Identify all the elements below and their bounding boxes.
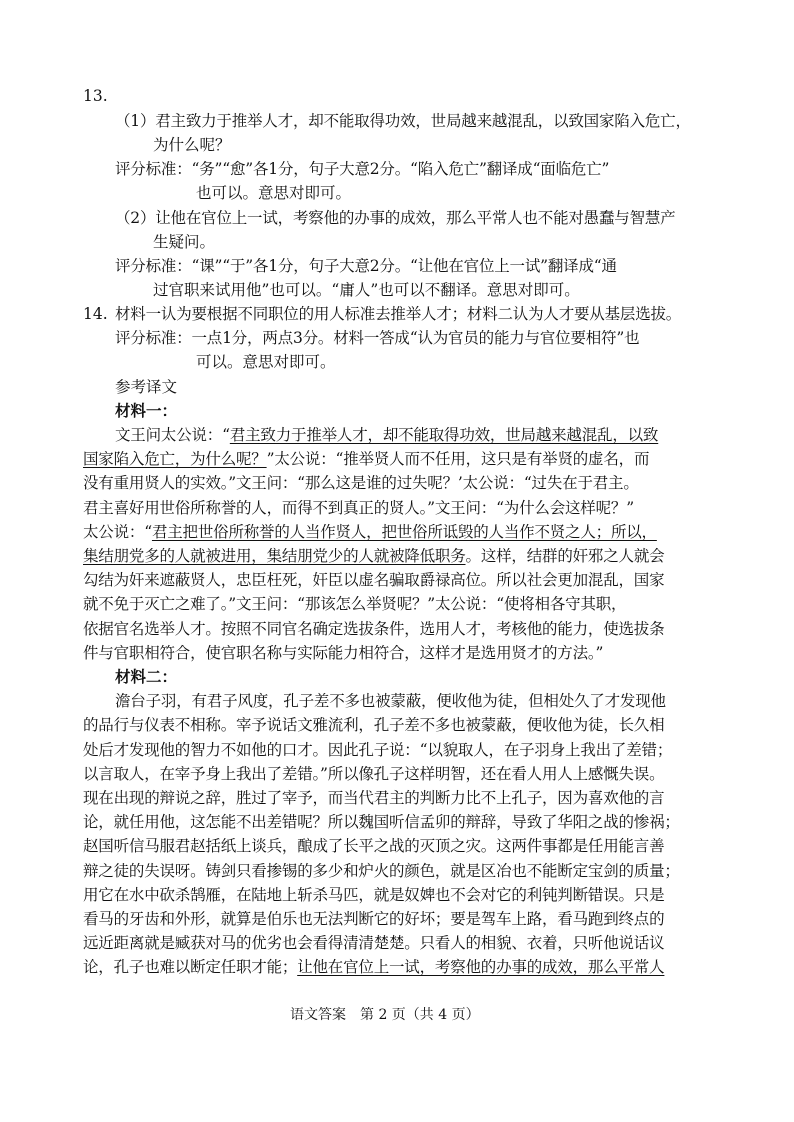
m1-line-10: 件与官职相符合，使官职名称与实际能力相符合，这样才是选用贤才的方法。” <box>83 644 604 662</box>
q13-number: 13. <box>83 87 108 105</box>
m1-line-2: 国家陷入危亡，为什么呢？”太公说：“推举贤人而不任用，这只是有举贤的虚名，而 <box>83 450 650 468</box>
q13-2-line1: （2）让他在官位上一试，考察他的办事的成效，那么平常人也不能对愚蠢与智慧产 <box>115 209 676 227</box>
q13-2-scoring-line1: 评分标准：“课”“于”各1分，句子大意2分。“让他在官位上一试”翻译成“通 <box>115 257 617 275</box>
m1-line-8: 就不免于灭亡之难了。”文王问：“那该怎么举贤呢？”太公说：“使将相各守其职， <box>83 595 627 613</box>
m2-line-9: 用它在水中砍杀鹄雁，在陆地上斩杀马匹，就是奴婢也不会对它的利钝判断错误。只是 <box>83 886 665 904</box>
m2-line-5: 现在出现的辩说之辞，胜过了宰予，而当代君主的判断力比不上孔子，因为喜欢他的言 <box>83 789 665 807</box>
m1-line-9: 依据官名选举人才。按照不同官名确定选拔条件，选用人才，考核他的能力，使选拔条 <box>83 620 665 638</box>
material-2-heading: 材料二： <box>115 667 178 686</box>
q14-scoring-line2: 可以。意思对即可。 <box>196 353 336 371</box>
m2-line-3: 处后才发现他的智力不如他的口才。因此孔子说：“以貌取人，在子羽身上我出了差错； <box>83 741 673 759</box>
m2-line-6: 论，就任用他，这怎能不出差错呢？所以魏国听信孟卯的辩辞，导致了华阳之战的惨祸； <box>83 813 680 831</box>
q13-2-scoring-line2: 过官职来试用他”也可以。“庸人”也可以不翻译。意思对即可。 <box>153 281 580 299</box>
material-1-heading: 材料一： <box>115 401 178 420</box>
page-footer: 语文答案 第 2 页（共 4 页） <box>290 1007 480 1023</box>
translation-heading: 参考译文 <box>115 378 178 396</box>
m1-line-3: 没有重用贤人的实效。”文王问：“那么这是谁的过失呢？’太公说：“过失在于君主。 <box>83 474 639 492</box>
q13-2-line2: 生疑问。 <box>153 233 216 251</box>
m2-line-7: 赵国听信马服君赵括纸上谈兵，酿成了长平之战的灭顶之灾。这两件事都是任用能言善 <box>83 837 665 855</box>
m1-line-7: 勾结为奸来遮蔽贤人，忠臣枉死，奸臣以虚名骗取爵禄高位。所以社会更加混乱，国家 <box>83 571 665 589</box>
q13-1-line2: 为什么呢？ <box>153 136 231 154</box>
q14-number: 14. <box>83 305 108 323</box>
m2-line-1: 澹台子羽，有君子风度，孔子差不多也被蒙蔽，便收他为徒，但相处久了才发现他 <box>115 692 666 710</box>
m2-line-12: 论，孔子也难以断定任职才能；让他在官位上一试，考察他的办事的成效，那么平常人 <box>83 958 665 976</box>
m1-line-5: 太公说：“君主把世俗所称誉的人当作贤人，把世俗所诋毁的人当作不贤之人；所以， <box>83 523 657 541</box>
m1-line-6: 集结朋党多的人就被进用，集结朋党少的人就被降低职务。这样，结群的奸邪之人就会 <box>83 547 665 565</box>
m1-line-4: 君主喜好用世俗所称誉的人，而得不到真正的贤人。”文王问：“为什么会这样呢？” <box>83 499 634 517</box>
q13-1-scoring-line1: 评分标准：“务”“愈”各1分，句子大意2分。“陷入危亡”翻译成“面临危亡” <box>115 160 610 178</box>
m2-line-8: 辩之徒的失误呀。铸剑只看掺锡的多少和炉火的颜色，就是区冶也不能断定宝剑的质量； <box>83 862 680 880</box>
m2-line-11: 远近距离就是臧获对马的优劣也会看得清清楚楚。只看人的相貌、衣着，只听他说话议 <box>83 934 665 952</box>
q14-answer: 材料一认为要根据不同职位的用人标准去推举人才；材料二认为人才要从基层选拔。 <box>115 305 682 323</box>
q14-scoring-line1: 评分标准：一点1分，两点3分。材料一答成“认为官员的能力与官位要相符”也 <box>115 329 640 347</box>
m2-line-4: 以言取人，在宰予身上我出了差错。”所以像孔子这样明智，还在看人用人上感慨失误。 <box>83 765 665 783</box>
m2-line-2: 的品行与仪表不相称。宰予说话文雅流利，孔子差不多也被蒙蔽，便收他为徒，长久相 <box>83 716 665 734</box>
m1-line-1: 文王问太公说：“君主致力于推举人才，却不能取得功效，世局越来越混乱，以致 <box>115 426 659 444</box>
q13-1-scoring-line2: 也可以。意思对即可。 <box>196 184 352 202</box>
m2-line-10: 看马的牙齿和外形，就算是伯乐也无法判断它的好坏；要是驾车上路，看马跑到终点的 <box>83 910 665 928</box>
q13-1-line1: （1）君主致力于推举人才，却不能取得功效，世局越来越混乱，以致国家陷入危亡， <box>115 112 691 130</box>
